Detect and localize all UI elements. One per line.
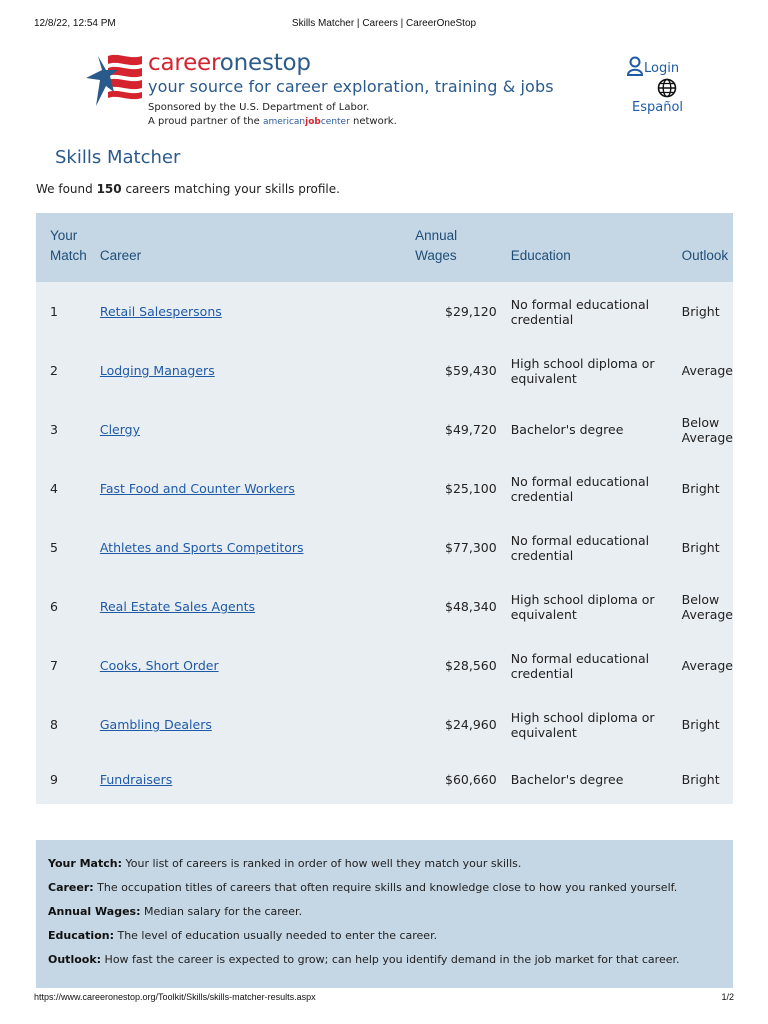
cell-education: Bachelor's degree [505, 400, 676, 459]
cell-match: 8 [36, 695, 100, 754]
american-job-center-logo[interactable] [263, 117, 350, 127]
table-header-row [36, 213, 733, 282]
brand-name-part1: career [148, 50, 220, 76]
print-datetime: 12/8/22, 12:54 PM [34, 18, 116, 29]
results-summary [36, 182, 340, 196]
cell-outlook: Average [676, 341, 733, 400]
legend-item [48, 852, 721, 876]
career-link[interactable]: Lodging Managers [99, 363, 215, 378]
table-row [36, 459, 733, 518]
cell-match: 7 [36, 636, 100, 695]
print-header [34, 18, 734, 32]
cell-match: 1 [36, 282, 100, 341]
cell-match: 9 [36, 754, 100, 804]
cell-match: 5 [36, 518, 100, 577]
cell-career [100, 636, 415, 695]
results-prefix: We found [36, 182, 97, 196]
legend-desc: The occupation titles of careers that often require skills and knowledge close to how you ranked yourself. [93, 881, 678, 894]
table-row [36, 636, 733, 695]
table-row [36, 577, 733, 636]
col-header-annual-wages[interactable] [415, 213, 505, 282]
brand-name-part2: onestop [219, 50, 311, 76]
legend-desc: How fast the career is expected to grow; can help you identify demand in the job market for that career. [101, 953, 680, 966]
legend-term: Career: [48, 881, 94, 894]
language-link-espanol[interactable]: Español [632, 100, 684, 115]
career-link[interactable]: Fundraisers [99, 771, 173, 787]
cell-education: No formal educational credential [505, 459, 676, 518]
legend-item [48, 876, 721, 900]
cell-education: No formal educational credential [505, 282, 676, 341]
cell-match: 2 [36, 341, 100, 400]
legend-item [48, 924, 721, 948]
cell-career [100, 754, 415, 804]
cell-outlook: Bright [676, 282, 733, 341]
brand-sponsor: Sponsored by the U.S. Department of Labor. [148, 102, 370, 113]
cell-wages: $29,120 [415, 282, 505, 341]
career-link[interactable]: Fast Food and Counter Workers [99, 481, 295, 496]
print-page-number: 1/2 [721, 992, 734, 1002]
cell-career [100, 341, 415, 400]
ajc-part3: center [320, 117, 350, 127]
legend-desc: Median salary for the career. [140, 905, 303, 918]
table-row [36, 400, 733, 459]
cell-wages: $59,430 [415, 341, 505, 400]
ajc-part1: american [262, 117, 306, 127]
cell-wages: $77,300 [415, 518, 505, 577]
cell-wages: $60,660 [415, 754, 505, 804]
career-link[interactable]: Gambling Dealers [99, 717, 212, 732]
legend-item [48, 948, 721, 972]
legend-desc: The level of education usually needed to enter the career. [113, 929, 438, 942]
cell-outlook: Bright [676, 695, 733, 754]
col-header-wages-line1: Annual [415, 228, 458, 243]
career-link[interactable]: Cooks, Short Order [99, 658, 219, 673]
legend-term: Outlook: [48, 953, 102, 966]
cell-match: 6 [36, 577, 100, 636]
cell-career [100, 518, 415, 577]
cell-outlook: Below Average [676, 577, 733, 636]
cell-education: High school diploma or equivalent [505, 341, 676, 400]
col-header-education[interactable]: Education [505, 213, 676, 282]
print-page-title: Skills Matcher | Careers | CareerOneStop [291, 18, 477, 29]
cell-wages: $25,100 [415, 459, 505, 518]
legend-term: Education: [48, 929, 114, 942]
ajc-part2: job [305, 117, 321, 127]
table-row [36, 695, 733, 754]
col-header-outlook[interactable]: Outlook [676, 213, 733, 282]
print-url: https://www.careeronestop.org/Toolkit/Skills/skills-matcher-results.aspx [34, 992, 316, 1002]
cell-outlook: Bright [676, 518, 733, 577]
cell-outlook: Below Average [676, 400, 733, 459]
table-row [36, 754, 733, 804]
career-link[interactable]: Athletes and Sports Competitors [99, 540, 304, 555]
col-header-your-match[interactable] [36, 213, 100, 282]
partner-prefix: A proud partner of the [148, 116, 263, 127]
globe-icon[interactable] [657, 78, 677, 102]
col-header-wages-line2: Wages [415, 248, 457, 263]
legend-term: Your Match: [48, 857, 122, 870]
table-row [36, 341, 733, 400]
login-link[interactable] [626, 56, 679, 76]
partner-suffix: network. [349, 116, 397, 127]
cell-outlook: Bright [676, 754, 733, 804]
cell-match: 4 [36, 459, 100, 518]
cell-career [100, 282, 415, 341]
cell-education: High school diploma or equivalent [505, 695, 676, 754]
cell-education: Bachelor's degree [505, 754, 676, 804]
user-icon [626, 56, 644, 76]
table-row [36, 282, 733, 341]
brand-partner [148, 115, 554, 129]
legend-term: Annual Wages: [48, 905, 141, 918]
cell-education: High school diploma or equivalent [505, 577, 676, 636]
cell-wages: $48,340 [415, 577, 505, 636]
career-link[interactable]: Clergy [99, 422, 140, 437]
cell-wages: $28,560 [415, 636, 505, 695]
col-header-match-line1: Your [50, 228, 78, 243]
brand-tagline: your source for career exploration, training & jobs [148, 77, 554, 96]
brand-name[interactable] [148, 49, 554, 77]
print-footer [34, 992, 734, 1006]
col-header-match-line2: Match [50, 248, 87, 263]
column-legend [36, 840, 733, 988]
career-link[interactable]: Retail Salespersons [99, 304, 222, 319]
cell-education: No formal educational credential [505, 518, 676, 577]
table-row [36, 518, 733, 577]
cell-outlook: Average [676, 636, 733, 695]
legend-item [48, 900, 721, 924]
page-title: Skills Matcher [55, 147, 181, 168]
cell-education: No formal educational credential [505, 636, 676, 695]
cell-match: 3 [36, 400, 100, 459]
results-suffix: careers matching your skills profile. [121, 182, 340, 196]
cell-wages: $49,720 [415, 400, 505, 459]
cell-outlook: Bright [676, 459, 733, 518]
legend-desc: Your list of careers is ranked in order of how well they match your skills. [121, 857, 522, 870]
brand-block [148, 49, 554, 129]
cell-career [100, 400, 415, 459]
cell-career [100, 577, 415, 636]
careeronestop-logo-icon[interactable] [84, 52, 144, 108]
col-header-career[interactable]: Career [100, 213, 415, 282]
cell-wages: $24,960 [415, 695, 505, 754]
cell-career [100, 459, 415, 518]
login-label: Login [644, 61, 680, 76]
career-link[interactable]: Real Estate Sales Agents [99, 599, 256, 614]
results-table [36, 213, 733, 804]
cell-career [100, 695, 415, 754]
results-count: 150 [96, 182, 122, 196]
